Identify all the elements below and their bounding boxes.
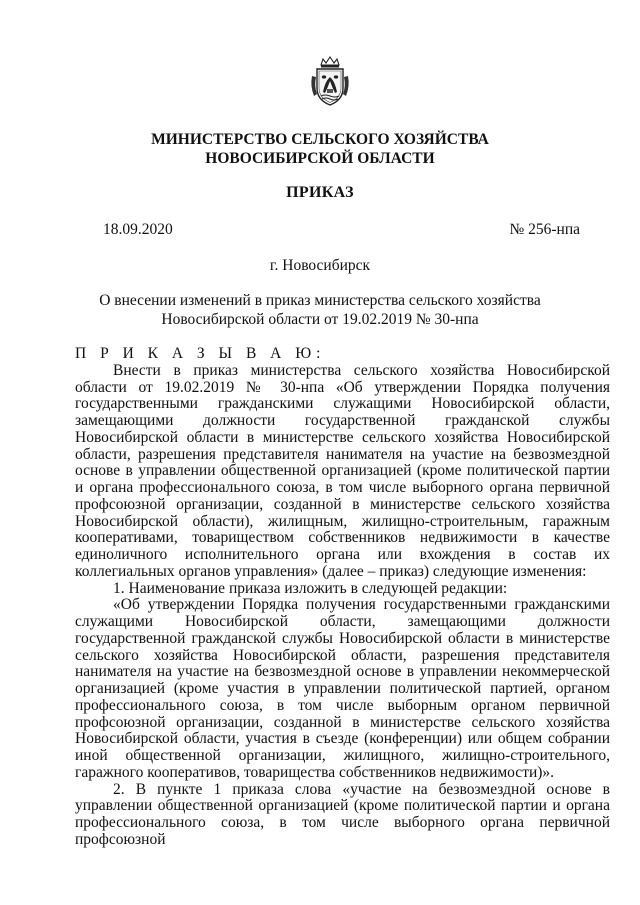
city-line: г. Новосибирск bbox=[269, 257, 371, 274]
order-body bbox=[75, 346, 610, 849]
intro-paragraph: Внести в приказ министерства сельского хозяйства Новосибирской области от 19.02.2019 № 30-нпа «Об утверждении Порядка получения государственными гражданскими служащими Новосибирской области, замещающими должности государственной гражданской службы Новосибирской области в министерстве сельского хозяйства Новосибирской области, разрешения представителя нанимателя на участие на безвозмездной основе в управлении общественной организацией (кроме политической партии и органа профессионального союза, в том числе выборного органа первичной профсоюзной организации, созданной в министерстве сельского хозяйства Новосибирской области), жилищным, жилищно-строительным, гаражным кооперативами, товариществом собственников недвижимости в качестве единоличного исполнительного органа или вхождения в состав их коллегиальных органов управления» (далее – приказ) следующие изменения: bbox=[75, 361, 610, 580]
order-date: 18.09.2020 bbox=[103, 221, 173, 238]
coat-of-arms-icon bbox=[308, 56, 352, 108]
order-number: № 256-нпа bbox=[509, 221, 580, 238]
ministry-name-line1: МИНИСТЕРСТВО СЕЛЬСКОГО ХОЗЯЙСТВА bbox=[151, 131, 489, 148]
ministry-name-line2: НОВОСИБИРСКОЙ ОБЛАСТИ bbox=[205, 150, 435, 167]
document-type-title: ПРИКАЗ bbox=[286, 184, 354, 201]
subject-line2: Новосибирской области от 19.02.2019 № 30-нпа bbox=[161, 311, 479, 328]
subject-line1: О внесении изменений в приказ министерства сельского хозяйства bbox=[99, 292, 541, 309]
item-1-paragraph: 1. Наименование приказа изложить в следующей редакции: bbox=[113, 579, 508, 597]
item-2-paragraph: 2. В пункте 1 приказа слова «участие на безвозмездной основе в управлении общественной организацией (кроме политической партии и органа профессионального союза, в том числе выборного органа первичной профсоюзной bbox=[75, 780, 610, 848]
order-directive-word: П Р И К А З Ы В А Ю: bbox=[75, 345, 326, 362]
new-title-quote-paragraph: «Об утверждении Порядка получения государственными гражданскими служащими Новосибирской области, замещающими должности государственной гражданской службы Новосибирской области в министерстве сельского хозяйства Новосибирской области, разрешения представителя нанимателя на участие на безвозмездной основе в управлении некоммерческой организацией (кроме участия в управлении политической партией, органом профессионального союза, в том числе выборным органом первичной профсоюзной организации, созданной в министерстве сельского хозяйства Новосибирской области, участия в съезде (конференции) или общем собрании иной общественной организации, жилищного, жилищно-строительного, гаражного кооперативов, товарищества собственников недвижимости)». bbox=[75, 596, 610, 781]
